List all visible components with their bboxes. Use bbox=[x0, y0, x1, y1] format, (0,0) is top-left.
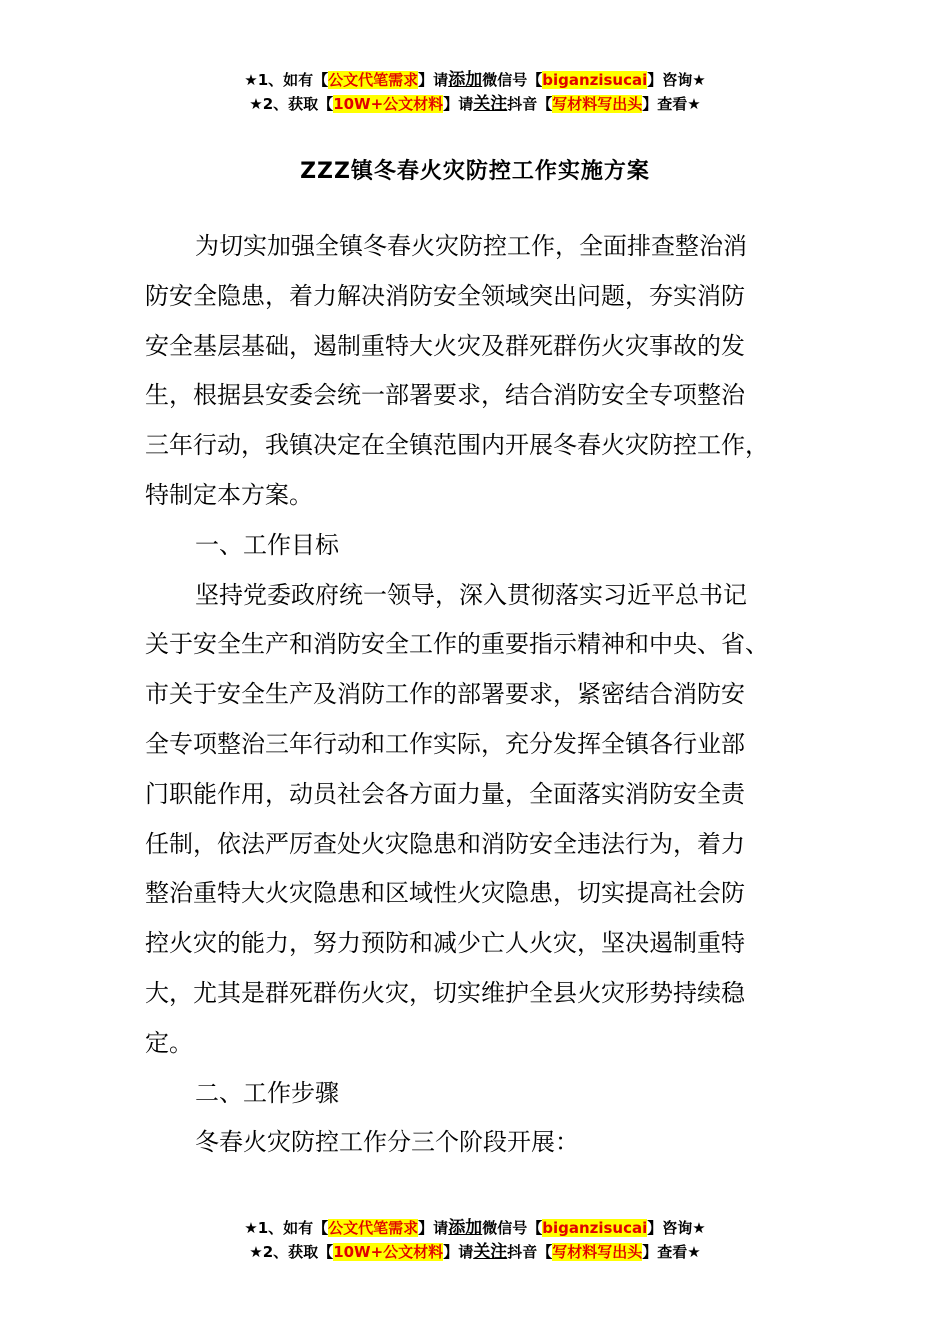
banner-line-1: ★1、如有【公文代笔需求】请添加微信号【biganzisucai】咨询★ bbox=[244, 70, 706, 90]
banner-line-2: ★2、获取【10W+公文材料】请关注抖音【写材料写出头】查看★ bbox=[249, 1242, 701, 1262]
highlight-wechat-id: biganzisucai bbox=[542, 71, 648, 89]
paragraph-line: 生，根据县安委会统一部署要求，结合消防安全专项整治 bbox=[145, 381, 745, 410]
paragraph-line: 为切实加强全镇冬春火灾防控工作，全面排查整治消 bbox=[195, 232, 747, 260]
paragraph-line: 定。 bbox=[145, 1028, 193, 1057]
paragraph-line: 整治重特大火灾隐患和区域性火灾隐患，切实提高社会防 bbox=[145, 879, 745, 908]
paragraph-line: 安全基层基础，遏制重特大火灾及群死群伤火灾事故的发 bbox=[145, 331, 745, 360]
paragraph-line: 二、工作步骤 bbox=[195, 1078, 339, 1107]
paragraph-line: 任制，依法严厉查处火灾隐患和消防安全违法行为，着力 bbox=[145, 829, 745, 858]
paragraph-line: 大，尤其是群死群伤火灾，切实维护全县火灾形势持续稳 bbox=[145, 978, 745, 1007]
paragraph-line: 一、工作目标 bbox=[195, 530, 339, 559]
highlight-douyin-name: 写材料写出头 bbox=[552, 95, 643, 113]
paragraph-line: 控火灾的能力，努力预防和减少亡人火灾，坚决遏制重特 bbox=[145, 929, 745, 958]
paragraph-line: 关于安全生产和消防安全工作的重要指示精神和中央、省、 bbox=[145, 630, 769, 659]
highlight-text: 公文代笔需求 bbox=[328, 1219, 419, 1237]
footer-banner bbox=[0, 1216, 950, 1264]
document-title: ZZZ镇冬春火灾防控工作实施方案 bbox=[300, 159, 650, 184]
paragraph-line: 特制定本方案。 bbox=[145, 480, 313, 509]
highlight-wechat-id: biganzisucai bbox=[542, 1219, 648, 1237]
paragraph-line: 门职能作用，动员社会各方面力量，全面落实消防安全责 bbox=[145, 779, 745, 808]
paragraph-line: 防安全隐患，着力解决消防安全领域突出问题，夯实消防 bbox=[145, 281, 745, 310]
highlight-text: 公文代笔需求 bbox=[328, 71, 419, 89]
banner-line-1: ★1、如有【公文代笔需求】请添加微信号【biganzisucai】咨询★ bbox=[244, 1218, 706, 1238]
paragraph-line: 市关于安全生产及消防工作的部署要求，紧密结合消防安 bbox=[145, 680, 745, 709]
paragraph-line: 全专项整治三年行动和工作实际，充分发挥全镇各行业部 bbox=[145, 729, 745, 758]
highlight-douyin-name: 写材料写出头 bbox=[552, 1243, 643, 1261]
document-body bbox=[145, 222, 807, 1168]
paragraph-line: 三年行动，我镇决定在全镇范围内开展冬春火灾防控工作， bbox=[145, 431, 769, 460]
highlight-text: 10W+公文材料 bbox=[333, 1243, 444, 1261]
banner-line-2: ★2、获取【10W+公文材料】请关注抖音【写材料写出头】查看★ bbox=[249, 94, 701, 114]
paragraph-line: 冬春火灾防控工作分三个阶段开展： bbox=[195, 1128, 579, 1157]
paragraph-line: 坚持党委政府统一领导，深入贯彻落实习近平总书记 bbox=[195, 580, 747, 609]
highlight-text: 10W+公文材料 bbox=[333, 95, 444, 113]
header-banner bbox=[0, 68, 950, 116]
